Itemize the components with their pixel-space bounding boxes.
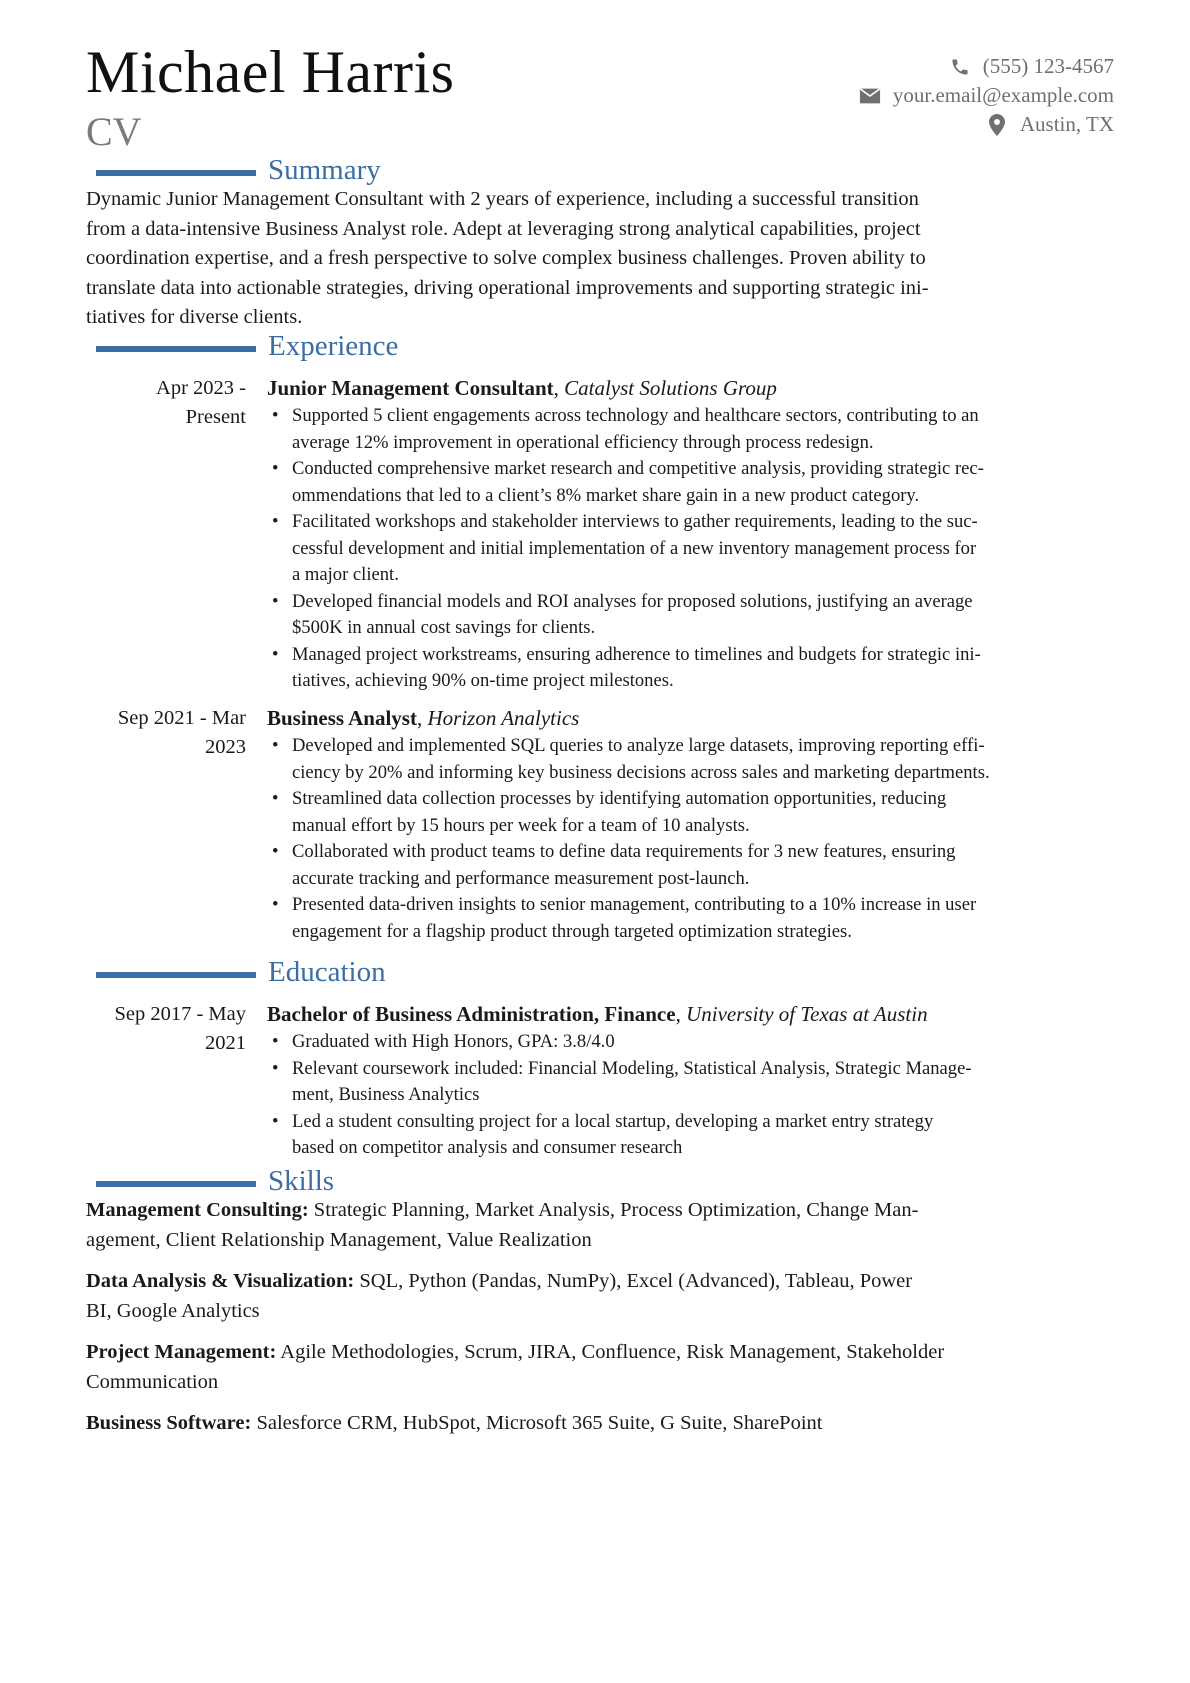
- date-line: 2023: [205, 736, 246, 758]
- date-line: Sep 2017 - May: [114, 1003, 246, 1025]
- entry-organization: Horizon Analytics: [427, 706, 580, 730]
- bullet-line: • Developed and implemented SQL queries to analyze large datasets, improving reporting effi-: [292, 735, 985, 756]
- bullet-line: based on competitor analysis and consumer research: [292, 1137, 683, 1158]
- bullet-line: ommendations that led to a client’s 8% market share gain in a new product category.: [292, 484, 920, 506]
- entry-heading: Junior Management Consultant, Catalyst Solutions Group: [267, 376, 777, 400]
- section-title: Education: [268, 956, 386, 988]
- date-line: Present: [185, 406, 246, 428]
- skill-category: Business Software:: [86, 1412, 252, 1434]
- entry-degree: Bachelor of Business Administration, Finance: [267, 1002, 676, 1026]
- bullet-item: [267, 642, 1190, 695]
- bullet-line: engagement for a flagship product through targeted optimization strategies.: [292, 920, 852, 942]
- section-heading-education: [96, 958, 386, 987]
- skill-values: agement, Client Relationship Management, Value Realization: [86, 1228, 592, 1251]
- skill-values: Salesforce CRM, HubSpot, Microsoft 365 Suite, G Suite, SharePoint: [251, 1412, 823, 1434]
- summary-line: coordination expertise, and a fresh perspective to solve complex business challenges. Proven ability to: [86, 247, 926, 269]
- skill-values: Communication: [86, 1370, 219, 1393]
- bullet-line: • Facilitated workshops and stakeholder interviews to gather requirements, leading to the suc-: [292, 511, 978, 532]
- section-rule: [96, 1181, 256, 1187]
- bullet-list: [267, 733, 1190, 945]
- section-heading-experience: [96, 332, 398, 361]
- skill-values: Strategic Planning, Market Analysis, Process Optimization, Change Man-: [308, 1199, 919, 1221]
- section-heading-summary: [96, 156, 381, 185]
- skills-list: [86, 1196, 1116, 1451]
- entry-role: Business Analyst: [267, 706, 417, 730]
- date-line: 2021: [205, 1032, 246, 1054]
- entry-institution: University of Texas at Austin: [686, 1002, 928, 1026]
- date-line: Apr 2023 -: [156, 377, 246, 399]
- bullet-line: • Developed financial models and ROI analyses for proposed solutions, justifying an average: [292, 590, 973, 612]
- skill-row: [86, 1196, 1116, 1255]
- bullet-line: a major client.: [292, 564, 399, 585]
- skill-row: [86, 1267, 1116, 1326]
- contact-block: [859, 52, 1114, 139]
- bullet-line: accurate tracking and performance measurement post-launch.: [292, 867, 750, 889]
- contact-phone[interactable]: (555) 123-4567: [982, 54, 1114, 78]
- bullet-item: [267, 892, 1190, 945]
- section-title: Skills: [268, 1165, 335, 1197]
- skill-values: BI, Google Analytics: [86, 1299, 260, 1322]
- bullet-list: [267, 1029, 1190, 1162]
- contact-location: Austin, TX: [1019, 112, 1114, 136]
- bullet-item: [267, 456, 1190, 509]
- summary-line: from a data-intensive Business Analyst role. Adept at leveraging strong analytical capabilities, project: [86, 217, 921, 240]
- bullet-line: tiatives, achieving 90% on-time project milestones.: [292, 670, 674, 691]
- bullet-item: [267, 786, 1190, 839]
- skill-category: Project Management:: [86, 1341, 277, 1363]
- entry-date: [86, 704, 246, 762]
- entry-body: [267, 374, 1190, 695]
- summary-text: [86, 185, 1114, 333]
- section-rule: [96, 346, 256, 352]
- bullet-item: [267, 839, 1190, 892]
- entry-role: Junior Management Consultant: [267, 376, 554, 400]
- entry-heading: Bachelor of Business Administration, Finance, University of Texas at Austin: [267, 1002, 928, 1026]
- skill-category: Management Consulting:: [86, 1199, 309, 1221]
- bullet-item: [267, 1109, 1190, 1162]
- section-heading-skills: [96, 1167, 334, 1196]
- contact-email-row: [859, 81, 1114, 110]
- bullet-line: • Streamlined data collection processes by identifying automation opportunities, reducing: [292, 788, 947, 809]
- bullet-line: average 12% improvement in operational efficiency through process redesign.: [292, 431, 874, 453]
- bullet-line: • Collaborated with product teams to define data requirements for 3 new features, ensuring: [292, 841, 956, 862]
- summary-line: Dynamic Junior Management Consultant with 2 years of experience, including a successful transition: [86, 188, 919, 210]
- entry-date: [86, 374, 246, 432]
- bullet-line: • Managed project workstreams, ensuring adherence to timelines and budgets for strategic ini-: [292, 643, 981, 665]
- bullet-line: ment, Business Analytics: [292, 1084, 480, 1105]
- bullet-line: • Supported 5 client engagements across technology and healthcare sectors, contributing to an: [292, 405, 979, 426]
- date-line: Sep 2021 - Mar: [117, 707, 246, 729]
- contact-location-row: [859, 110, 1114, 139]
- bullet-line: • Conducted comprehensive market research and competitive analysis, providing strategic rec-: [292, 458, 984, 479]
- bullet-item: [267, 1029, 1190, 1056]
- skill-category: Data Analysis & Visualization:: [86, 1270, 355, 1292]
- person-name: Michael Harris: [86, 39, 455, 105]
- skill-row: [86, 1409, 1116, 1439]
- bullet-item: [267, 403, 1190, 456]
- bullet-item: [267, 1056, 1190, 1109]
- section-rule: [96, 170, 256, 176]
- section-title: Summary: [268, 154, 381, 186]
- document-subtitle: CV: [86, 109, 142, 154]
- contact-email[interactable]: your.email@example.com: [892, 83, 1114, 107]
- skill-values: Agile Methodologies, Scrum, JIRA, Confluence, Risk Management, Stakeholder: [276, 1341, 945, 1363]
- bullet-item: [267, 733, 1190, 786]
- skill-row: [86, 1338, 1116, 1397]
- bullet-item: [267, 589, 1190, 642]
- bullet-item: [267, 509, 1190, 589]
- entry-organization: Catalyst Solutions Group: [564, 376, 777, 400]
- bullet-line: • Presented data-driven insights to senior management, contributing to a 10% increase in user: [292, 894, 977, 915]
- bullet-line: manual effort by 15 hours per week for a team of 10 analysts.: [292, 814, 750, 836]
- bullet-line: • Graduated with High Honors, GPA: 3.8/4.0: [292, 1031, 615, 1052]
- entry-heading: Business Analyst, Horizon Analytics: [267, 706, 580, 730]
- bullet-line: ciency by 20% and informing key business decisions across sales and marketing departments.: [292, 761, 990, 783]
- map-marker-icon: [986, 114, 1008, 136]
- summary-line: translate data into actionable strategies, driving operational improvements and supporting strategic ini-: [86, 276, 929, 299]
- entry-body: [267, 1000, 1190, 1162]
- bullet-list: [267, 403, 1190, 695]
- section-title: Experience: [268, 330, 399, 362]
- bullet-line: cessful development and initial implementation of a new inventory management process for: [292, 537, 977, 559]
- summary-line: tiatives for diverse clients.: [86, 306, 303, 328]
- skill-values: SQL, Python (Pandas, NumPy), Excel (Advanced), Tableau, Power: [354, 1270, 913, 1292]
- entry-date: [86, 1000, 246, 1058]
- bullet-line: • Relevant coursework included: Financial Modeling, Statistical Analysis, Strategic Manage-: [292, 1057, 972, 1079]
- section-rule: [96, 972, 256, 978]
- contact-phone-row: [859, 52, 1114, 81]
- phone-icon: [949, 56, 971, 78]
- bullet-line: • Led a student consulting project for a local startup, developing a market entry strategy: [292, 1110, 934, 1132]
- envelope-icon: [859, 85, 881, 107]
- entry-body: [267, 704, 1190, 945]
- bullet-line: $500K in annual cost savings for clients.: [292, 617, 596, 638]
